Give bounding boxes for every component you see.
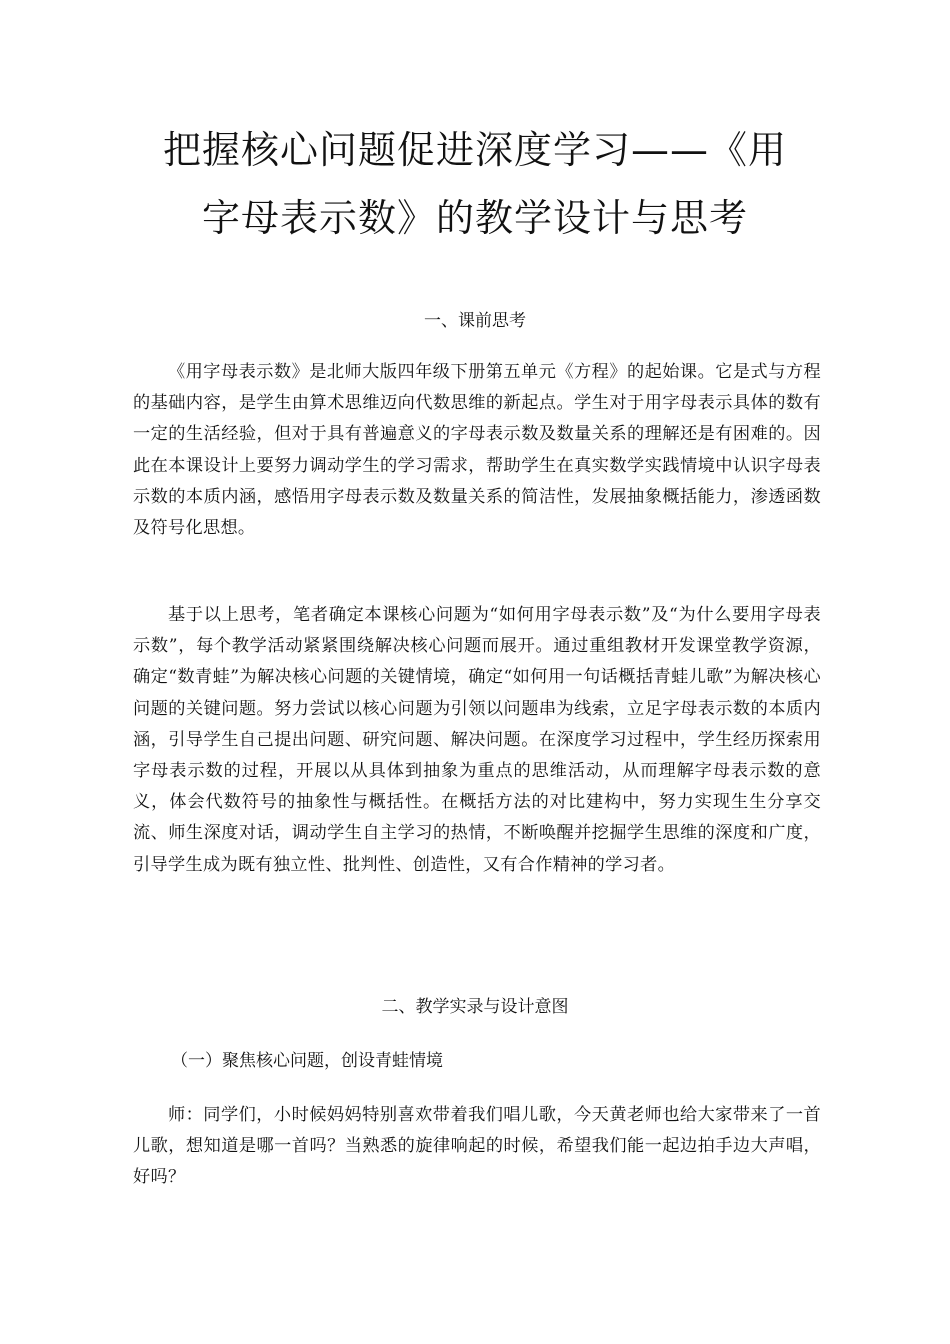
paragraph-core-question: 基于以上思考，笔者确定本课核心问题为“如何用字母表示数”及“为什么要用字母表示数”，每个教学活动紧紧围绕解决核心问题而展开。通过重组教材开发课堂教学资源，确定“数青蛙”为解决核心问题的关键情境，确定“如何用一句话概括青蛙儿歌”为解决核心问题的关键问题。努力尝试以核心问题为引领以问题串为线索，立足字母表示数的本质内涵，引导学生自己提出问题、研究问题、解决问题。在深度学习过程中，学生经历探索用字母表示数的过程，开展以从具体到抽象为重点的思维活动，从而理解字母表示数的意义，体会代数符号的抽象性与概括性。在概括方法的对比建构中，努力实现生生分享交流、师生深度对话，调动学生自主学习的热情，不断唤醒并挖掘学生思维的深度和广度，引导学生成为既有独立性、批判性、创造性，又有合作精神的学习者。 [133,605,821,875]
paragraph-pre-class-thinking: 《用字母表示数》是北师大版四年级下册第五单元《方程》的起始课。它是式与方程的基础内容，是学生由算术思维迈向代数思维的新起点。学生对于用字母表示具体的数有一定的生活经验，但对于具有普遍意义的字母表示数及数量关系的理解还是有困难的。因此在本课设计上要努力调动学生的学习需求，帮助学生在真实数学实践情境中认识字母表示数的本质内涵，感悟用字母表示数及数量关系的简洁性，发展抽象概括能力，渗透函数及符号化思想。 [133,362,821,539]
paragraph-teacher-dialogue: 师：同学们，小时候妈妈特别喜欢带着我们唱儿歌，今天黄老师也给大家带来了一首儿歌，想知道是哪一首吗？当熟悉的旋律响起的时候，希望我们能一起边拍手边大声唱，好吗？ [133,1105,821,1188]
section-heading-pre-class-thinking: 一、课前思考 [424,311,526,331]
document-title-line-2: 字母表示数》的教学设计与思考 [201,196,748,240]
subsection-heading-focus-core-question: （一）聚焦核心问题，创设青蛙情境 [171,1051,443,1071]
section-heading-teaching-record: 二、教学实录与设计意图 [381,997,569,1017]
document-title-line-1: 把握核心问题促进深度学习——《用 [162,128,787,172]
